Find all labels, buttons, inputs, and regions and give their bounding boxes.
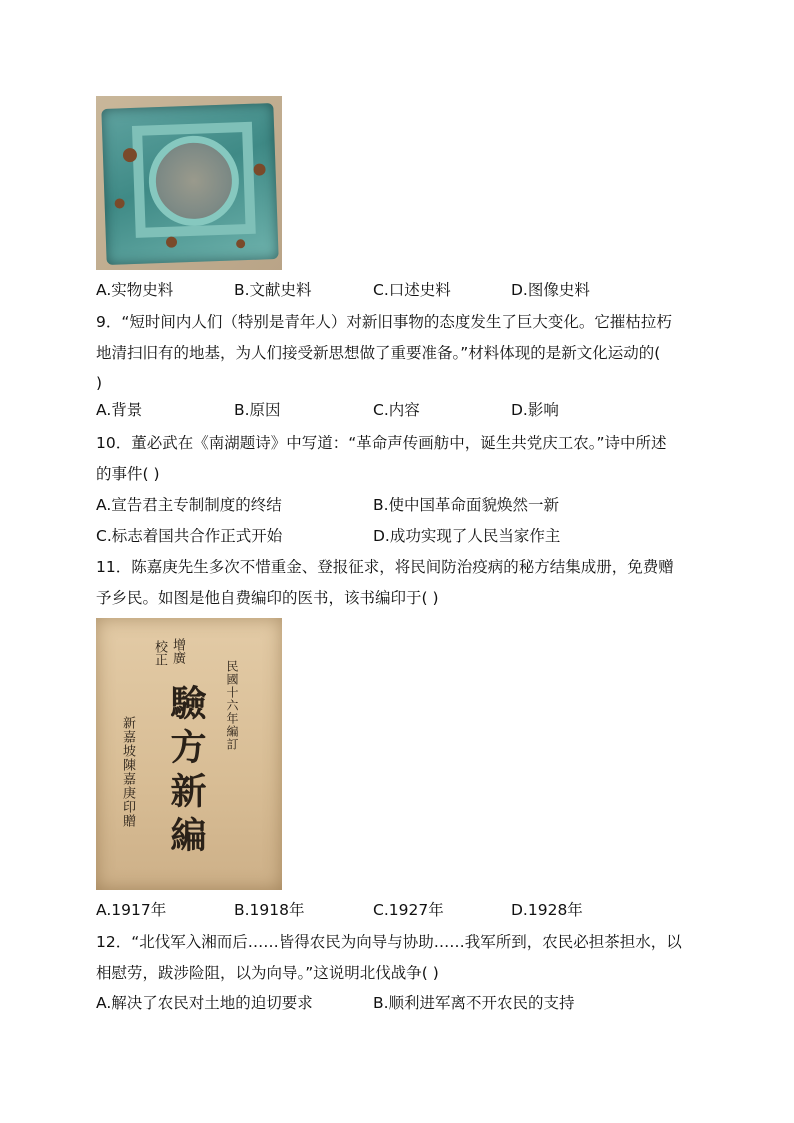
rust-spot [114, 198, 124, 208]
q10-stem-line-2: 的事件( ) [96, 465, 160, 483]
book-small-title-2: 校正 [152, 640, 167, 666]
q12-option-a: A.解决了农民对土地的迫切要求 [96, 994, 313, 1012]
q8-option-d: D.图像史料 [511, 281, 590, 299]
q10-option-d: D.成功实现了人民当家作主 [373, 527, 561, 545]
q9-stem-line-1: 9．“短时间内人们（特别是青年人）对新旧事物的态度发生了巨大变化。它摧枯拉朽 [96, 313, 672, 331]
q11-option-b: B.1918年 [234, 901, 305, 919]
q9-stem-line-3: ) [96, 374, 103, 392]
q10-option-c: C.标志着国共合作正式开始 [96, 527, 283, 545]
q9-option-b: B.原因 [234, 401, 281, 419]
q11-option-a: A.1917年 [96, 901, 167, 919]
book-cover-photo [96, 618, 282, 890]
q11-option-c: C.1927年 [373, 901, 444, 919]
q8-option-c: C.口述史料 [373, 281, 451, 299]
q11-stem-line-2: 予乡民。如图是他自费编印的医书，该书编印于( ) [96, 589, 439, 607]
q9-stem-line-2: 地清扫旧有的地基，为人们接受新思想做了重要准备。”材料体现的是新文化运动的( [96, 344, 661, 362]
bronze-plate [101, 103, 278, 265]
q11-stem-line-1: 11．陈嘉庚先生多次不惜重金、登报征求，将民间防治疫病的秘方结集成册，免费赠 [96, 558, 674, 576]
q10-option-a: A.宣告君主专制制度的终结 [96, 496, 282, 514]
q10-stem-line-1: 10．董必武在《南湖题诗》中写道：“革命声传画舫中，诞生共党庆工农。”诗中所述 [96, 434, 667, 452]
relic-photo [96, 96, 282, 270]
q12-option-b: B.顺利进军离不开农民的支持 [373, 994, 575, 1012]
book-small-title-1: 增廣 [170, 638, 185, 664]
rust-spot [166, 236, 177, 247]
rust-spot [253, 163, 265, 175]
q9-option-c: C.内容 [373, 401, 420, 419]
q8-option-b: B.文献史料 [234, 281, 312, 299]
q12-stem-line-1: 12．“北伐军入湘而后……皆得农民为向导与协助……我军所到，农民必担茶担水，以 [96, 933, 682, 951]
q8-option-a: A.实物史料 [96, 281, 174, 299]
book-donor-note: 新嘉坡陳嘉庚印贈 [120, 716, 135, 828]
q10-option-b: B.使中国革命面貌焕然一新 [373, 496, 560, 514]
book-main-title: 驗方新編 [165, 684, 207, 860]
q12-stem-line-2: 相慰劳，跋涉险阻，以为向导。”这说明北伐战争( ) [96, 964, 439, 982]
q9-option-d: D.影响 [511, 401, 559, 419]
q11-option-d: D.1928年 [511, 901, 583, 919]
rust-spot [236, 239, 245, 248]
q9-option-a: A.背景 [96, 401, 143, 419]
book-date-note: 民國十六年編訂 [225, 660, 239, 751]
